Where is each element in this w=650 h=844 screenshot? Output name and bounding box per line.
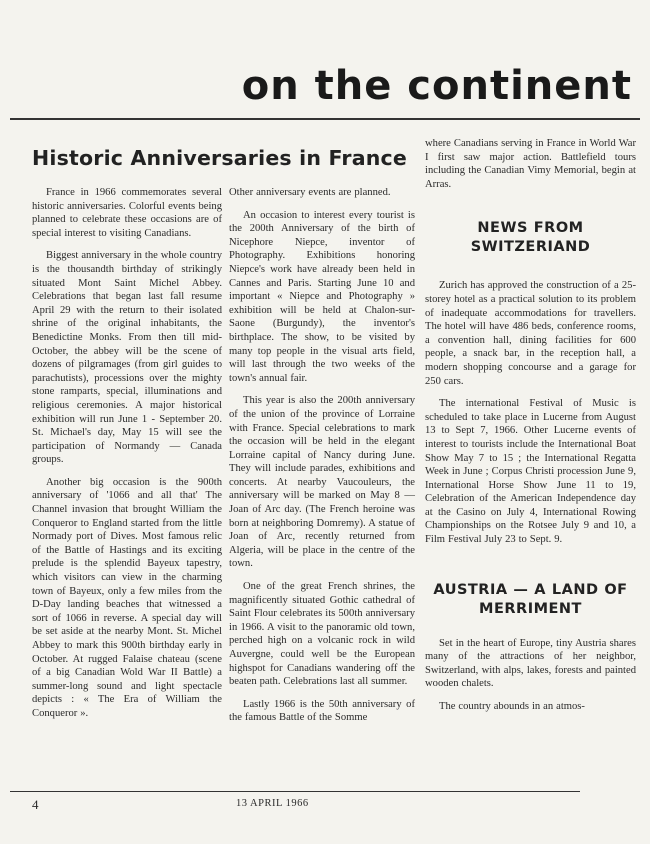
- switzerland-heading-line-2: SWITZERIAND: [470, 239, 591, 256]
- section-kicker: on the continent: [241, 63, 632, 109]
- footer-rule: [10, 791, 580, 792]
- switzerland-paragraph: The international Festival of Music is scheduled to take place in Lucerne from August 13 to Sept 7, 1966. Other Lucerne events of interest to tourists include the International Boat Show May 7 to 15 ; the International Regatta Week in June ; Corpus Christi procession June 9, International Horse Show June 11 to 19, Celebration of the American Independence day at the Casino on July 4, International Rowing Championships on the Rotsee July 9 and 10, a Film Festival July 23 to Sept. 9.: [425, 398, 636, 546]
- austria-paragraph: Set in the heart of Europe, tiny Austria shares many of the attractions of her neighbor, Switzerland, with alps, lakes, forests and painted wooden chalets.: [425, 637, 636, 690]
- austria-paragraph: The country abounds in an atmos-: [439, 701, 585, 713]
- switzerland-paragraph: Zurich has approved the construction of a 25-storey hotel as a practical solution to its problem of inadequate accommodations for travellers. The hotel will have 486 beds, conference rooms, a convention hall, dining facilities for 600 people, a snack bar, in the reception hall, a modern shopping concourse and a garage for 250 cars.: [425, 280, 636, 387]
- austria-heading: [425, 581, 636, 619]
- austria-heading-line-2: MERRIMENT: [479, 600, 582, 617]
- article-paragraph: Other anniversary events are planned.: [229, 187, 391, 198]
- article-paragraph: France in 1966 commemorates several historic anniversaries. Colorful events being planned to celebrate these occasions are of special interest to visiting Canadians.: [32, 187, 222, 239]
- article-column-1: [32, 186, 222, 730]
- switzerland-heading-line-1: NEWS FROM: [477, 220, 584, 237]
- article-column-3: [425, 137, 636, 723]
- issue-date: 13 APRIL 1966: [236, 798, 309, 809]
- page-number: 4: [32, 797, 39, 812]
- article-paragraph: This year is also the 200th anniversary of the union of the province of Lorraine with France. Special celebrations to mark the occasion will be held in the elegant Lorraine capital of Nancy during June. They will include parades, exhibitions and concerts. At nearby Vaucouleurs, the anniversary will be marked on May 8 — Joan of Arc day. (The French heroine was born at neighboring Domremy). A statue of Joan of Arc, recently returned from Algeria, will be place in the centre of the town.: [229, 395, 415, 570]
- article-paragraph: where Canadians serving in France in World War I first saw major action. Battlefield tours including the Canadian Vimy Memorial, begin at Arras.: [425, 138, 636, 190]
- article-column-2: [229, 186, 415, 734]
- article-paragraph: Biggest anniversary in the whole country is the thousandth birthday of strikingly situated Mont Saint Michel Abbey. Celebrations that began last fall resume April 29 with the return to their isolated shrine of the original inhabitants, the Benedictine Monks. From then till mid-October, the abbey will be the scene of dozens of pilgramages (from girl guides to parachutists), processions over the mighty stone ramparts, special, illuminations and religious ceremonies. A major historical exhibition will run June 1 - September 20. St. Michael's day, May 15 will see the participation of Normandy — Canada groups.: [32, 250, 222, 466]
- austria-heading-line-1: AUSTRIA — A LAND OF: [433, 581, 628, 598]
- article-paragraph: One of the great French shrines, the magnificently situated Gothic cathedral of Saint Flour celebrates its 500th anniversary in 1966. A visit to the panoramic old town, perched high on a volcanic rock in wild Auvergne, could well be the European highspot for Canadians wandering off the beaten path. Celebrations last all summer.: [229, 581, 415, 688]
- article-paragraph: An occasion to interest every tourist is the 200th Anniversary of the birth of Nicephore Niepce, inventor of Photography. Exhibitions honoring Niepce's work have already been held in Cannes and Paris. Starting June 10 and important « Niepce and Photography » exhibition will be held at Chalon-sur-Saone (Burgundy), the inventor's birthplace. The show, to be visited by many top people in the visual arts field, will last through the two weeks of the town's annual fair.: [229, 209, 415, 384]
- article-paragraph: Lastly 1966 is the 50th anniversary of the famous Battle of the Somme: [229, 698, 415, 724]
- article-headline: Historic Anniversaries in France: [32, 146, 408, 170]
- switzerland-heading: [425, 219, 636, 257]
- header-rule: [10, 118, 640, 120]
- article-paragraph: Another big occasion is the 900th anniversary of '1066 and all that' The Channel invasion that brought William the Conqueror to England started from the little Normady port of Dives. Most famous relic of the Battle of Hastings and its exciting prelude is the splendid Bayeux tapestry, which visitors can view in the charming town of Bayeux, only a few miles from the D-Day landing beaches that witnessed a sort of 1066 in reverse. A special day will be set aside at the nearby Mont. St. Michel Abbey to mark this 900th birthday early in October. At rugged Falaise chateau (scene of a big Canadian Wold War II Battle) a summer-long sound and light spectacle depicts : « The Era of William the Conqueror ».: [32, 476, 222, 719]
